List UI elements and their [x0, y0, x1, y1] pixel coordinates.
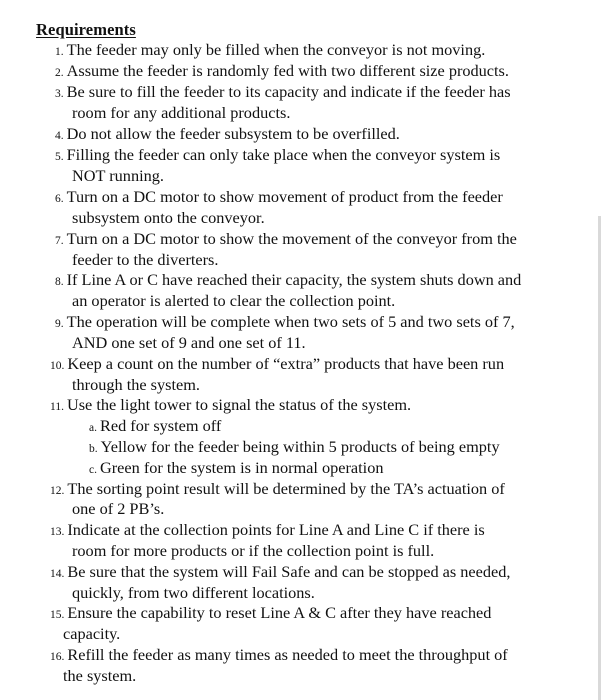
- item-text: Indicate at the collection points for Line A and Line C if there is: [67, 520, 485, 539]
- item-text: Use the light tower to signal the status of the system.: [66, 395, 412, 414]
- item-text: Yellow for the feeder being within 5 products of being empty: [100, 437, 500, 456]
- item-number: 11.: [50, 401, 64, 413]
- item-number: 4.: [55, 130, 64, 142]
- item-number: 8.: [55, 276, 64, 288]
- item-number: 10.: [50, 360, 65, 372]
- item-text-continued: NOT running.: [72, 166, 164, 185]
- item-number: 6.: [55, 193, 64, 205]
- scrollbar[interactable]: [598, 216, 601, 700]
- item-letter: a.: [89, 422, 97, 434]
- item-text: Turn on a DC motor to show movement of product from the feeder: [66, 187, 503, 206]
- item-text: Keep a count on the number of “extra” products that have been run: [67, 354, 505, 373]
- item-text-continued: one of 2 PB’s.: [72, 499, 165, 518]
- item-text-continued: capacity.: [63, 624, 121, 643]
- item-text-continued: subsystem onto the conveyor.: [72, 208, 265, 227]
- item-text-continued: room for more products or if the collection point is full.: [72, 541, 435, 560]
- item-number: 16.: [50, 651, 65, 663]
- item-number: 5.: [55, 151, 64, 163]
- item-text-continued: room for any additional products.: [72, 103, 291, 122]
- item-number: 9.: [55, 318, 64, 330]
- item-text: Be sure to fill the feeder to its capacity and indicate if the feeder has: [66, 82, 511, 101]
- item-number: 1.: [55, 46, 64, 58]
- item-number: 3.: [55, 88, 64, 100]
- item-text: The operation will be complete when two sets of 5 and two sets of 7,: [66, 312, 515, 331]
- item-text-continued: AND one set of 9 and one set of 11.: [72, 333, 306, 352]
- item-text: Green for the system is in normal operation: [99, 458, 384, 477]
- item-text: Filling the feeder can only take place when the conveyor system is: [66, 145, 501, 164]
- item-text: The feeder may only be filled when the conveyor is not moving.: [66, 40, 486, 59]
- item-text: If Line A or C have reached their capacity, the system shuts down and: [66, 270, 522, 289]
- item-letter: c.: [89, 464, 97, 476]
- item-letter: b.: [89, 443, 98, 455]
- item-text: Do not allow the feeder subsystem to be overfilled.: [66, 124, 400, 143]
- item-number: 15.: [50, 609, 65, 621]
- item-number: 13.: [50, 526, 65, 538]
- item-text: Be sure that the system will Fail Safe and can be stopped as needed,: [67, 562, 511, 581]
- item-number: 2.: [55, 67, 64, 79]
- item-text: The sorting point result will be determined by the TA’s actuation of: [67, 479, 505, 498]
- item-number: 12.: [50, 485, 65, 497]
- item-text-continued: through the system.: [72, 375, 200, 394]
- item-text: Ensure the capability to reset Line A & C after they have reached: [67, 603, 492, 622]
- item-text-continued: feeder to the diverters.: [72, 250, 219, 269]
- item-text-continued: the system.: [63, 666, 137, 685]
- item-text: Refill the feeder as many times as needed to meet the throughput of: [67, 645, 508, 664]
- page-title: Requirements: [36, 20, 136, 39]
- item-number: 7.: [55, 235, 64, 247]
- item-text: Red for system off: [99, 416, 222, 435]
- item-text: Assume the feeder is randomly fed with two different size products.: [66, 61, 509, 80]
- item-text-continued: an operator is alerted to clear the collection point.: [72, 291, 396, 310]
- item-text-continued: quickly, from two different locations.: [72, 583, 315, 602]
- item-text: Turn on a DC motor to show the movement of the conveyor from the: [66, 229, 517, 248]
- item-number: 14.: [50, 568, 65, 580]
